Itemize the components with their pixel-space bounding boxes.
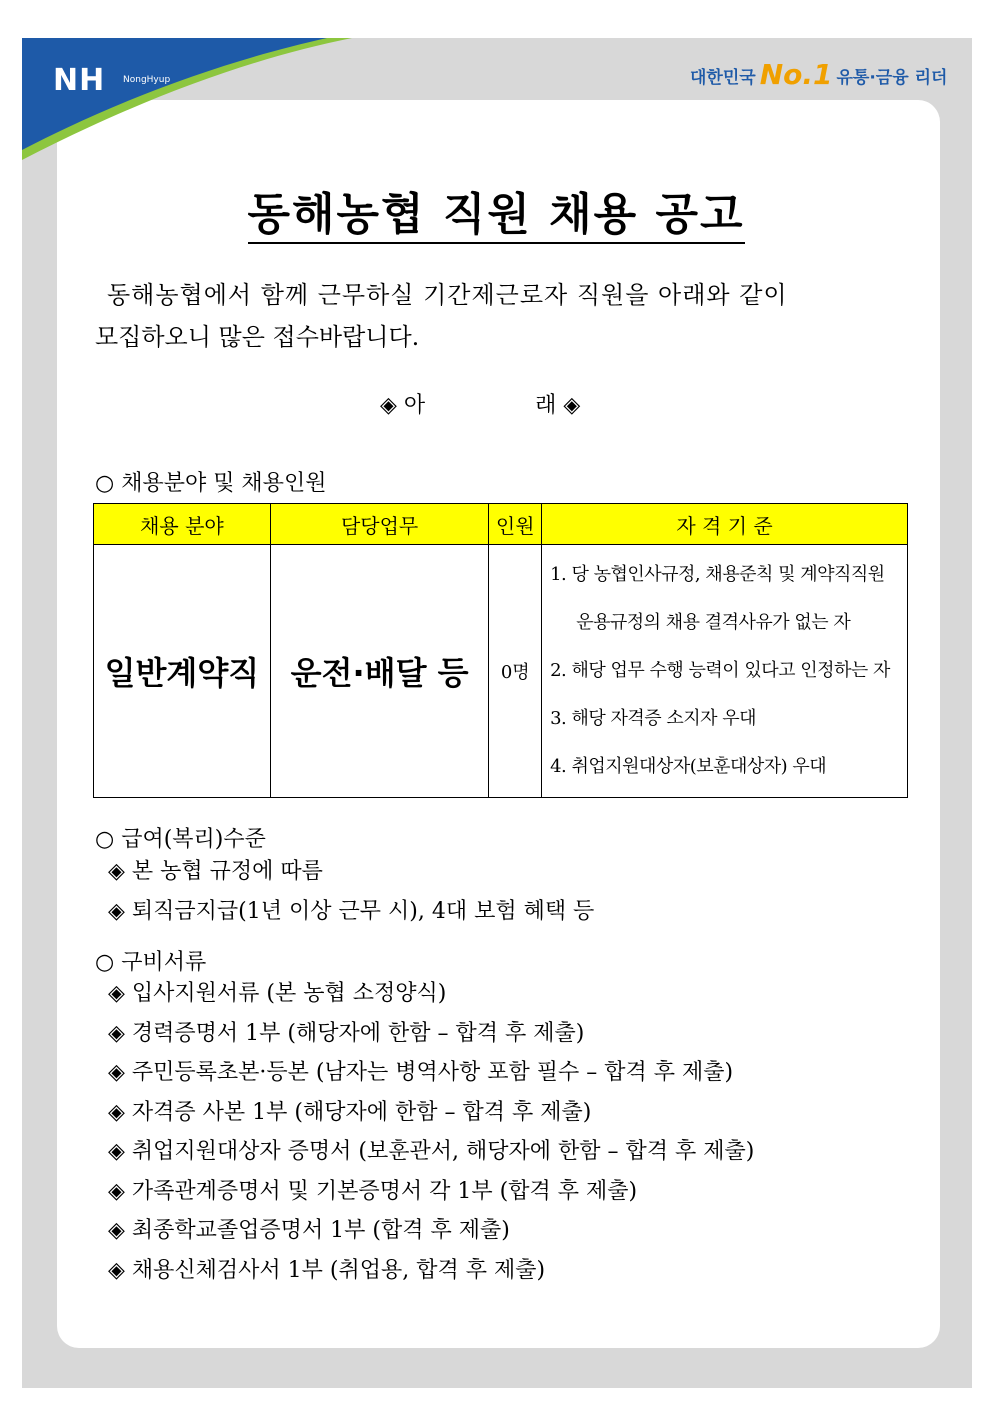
table-header-row [94,504,908,545]
cell-qualifications [542,545,908,798]
table-row [94,545,908,798]
nh-logo-subtext: NongHyup [123,75,171,85]
list-item: ◈ 경력증명서 1부 (해당자에 한함 – 합격 후 제출) [108,1014,754,1054]
th-count: 인원 [489,504,542,545]
section-recruit-heading: ○ 채용분야 및 채용인원 [95,471,327,496]
nh-logo: NH [53,63,106,98]
page-title-text: 동해농협 직원 채용 공고 [248,189,745,244]
slogan-prefix: 대한민국 [690,68,756,88]
th-duty: 담당업무 [270,504,489,545]
qualification-item: 2. 해당 업무 수행 능력이 있다고 인정하는 자 [550,660,890,681]
ahrae-left: ◈ 아 [380,393,426,418]
th-qualification: 자 격 기 준 [542,504,908,545]
list-item: ◈ 자격증 사본 1부 (해당자에 한함 – 합격 후 제출) [108,1093,754,1133]
list-item: ◈ 취업지원대상자 증명서 (보훈관서, 해당자에 한함 – 합격 후 제출) [108,1132,754,1172]
section-documents-heading: ○ 구비서류 [95,950,207,975]
list-item: ◈ 퇴직금지급(1년 이상 근무 시), 4대 보험 혜택 등 [108,892,594,932]
slogan [690,58,948,91]
ahrae-heading [380,388,580,419]
nh-logo-swoosh [22,38,382,160]
list-item: ◈ 최종학교졸업증명서 1부 (합격 후 제출) [108,1211,754,1251]
qualification-item: 운용규정의 채용 결격사유가 없는 자 [576,612,851,633]
intro-paragraph [95,274,875,358]
cell-duty: 운전·배달 등 [270,545,489,798]
qualification-item: 3. 해당 자격증 소지자 우대 [550,708,757,729]
slogan-suffix: 유통·금융 리더 [836,68,948,88]
list-item: ◈ 본 농협 규정에 따름 [108,852,594,892]
list-item: ◈ 주민등록초본·등본 (남자는 병역사항 포함 필수 – 합격 후 제출) [108,1053,754,1093]
ahrae-right: 래 ◈ [535,393,581,418]
qualification-item: 4. 취업지원대상자(보훈대상자) 우대 [550,756,827,777]
page-title [0,178,992,242]
qualification-item: 1. 당 농협인사규정, 채용준칙 및 계약직직원 [550,564,885,585]
recruit-table [93,503,908,798]
documents-list [108,974,754,1290]
intro-line-2: 모집하오니 많은 접수바랍니다. [95,323,420,351]
list-item: ◈ 채용신체검사서 1부 (취업용, 합격 후 제출) [108,1251,754,1291]
cell-field: 일반계약직 [94,545,271,798]
th-field: 채용 분야 [94,504,271,545]
cell-count: 0명 [489,545,542,798]
list-item: ◈ 입사지원서류 (본 농협 소정양식) [108,974,754,1014]
slogan-no1: No.1 [759,58,833,91]
intro-line-1: 동해농협에서 함께 근무하실 기간제근로자 직원을 아래와 같이 [107,281,788,309]
salary-list [108,852,594,931]
list-item: ◈ 가족관계증명서 및 기본증명서 각 1부 (합격 후 제출) [108,1172,754,1212]
section-salary-heading: ○ 급여(복리)수준 [95,827,266,852]
